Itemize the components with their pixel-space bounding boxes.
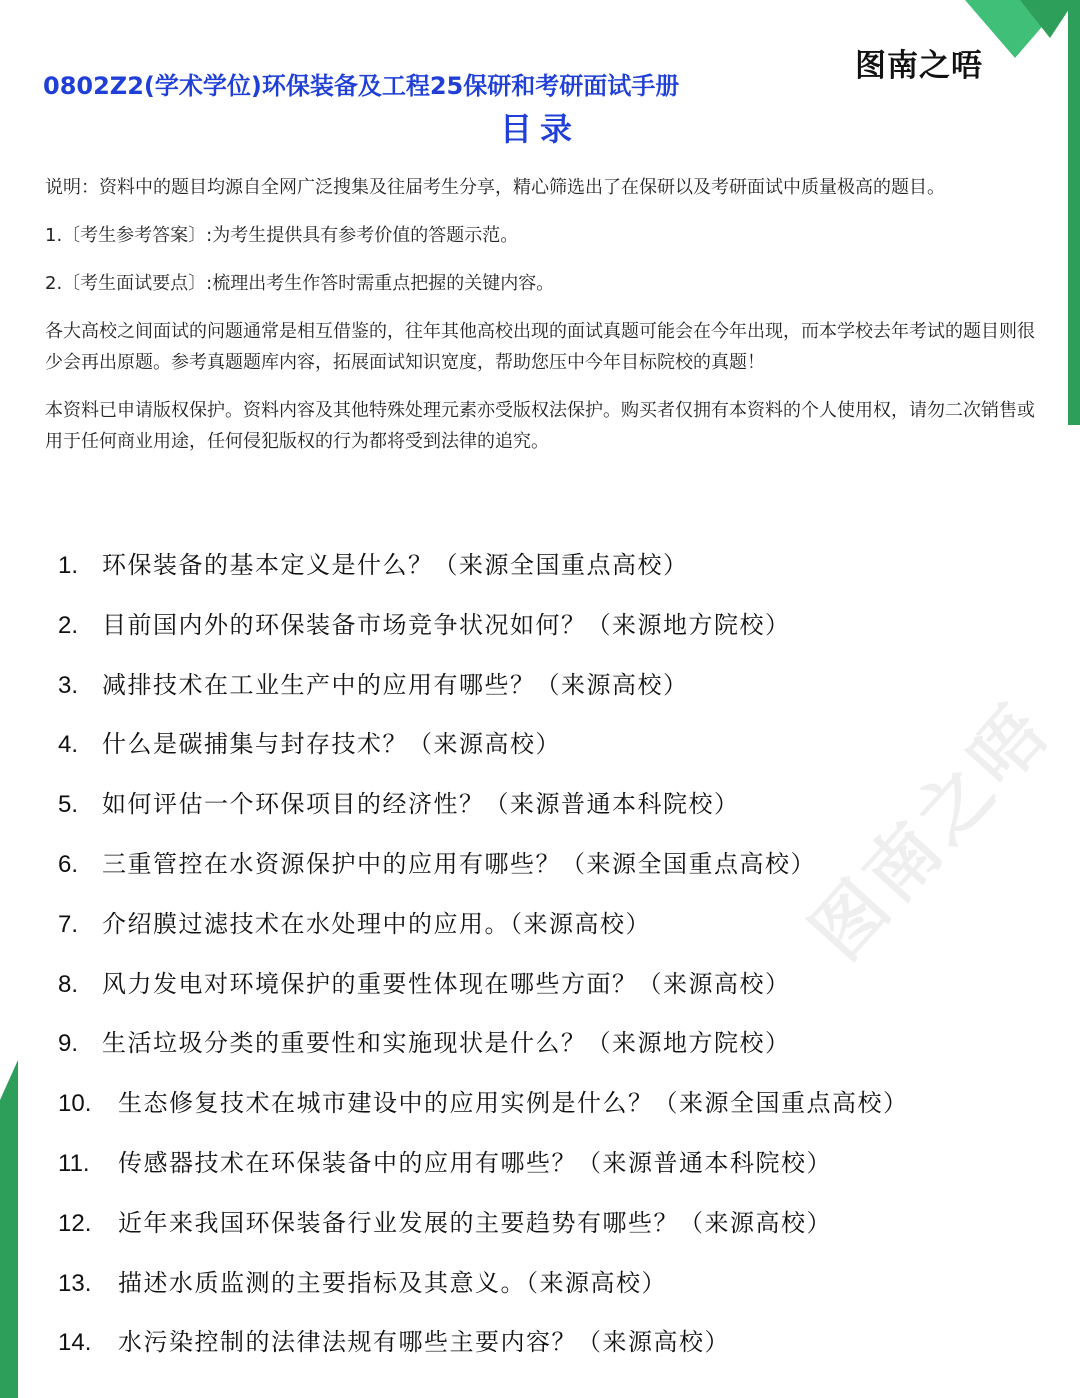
toc-item-number: 4. <box>58 731 79 759</box>
intro-paragraph: 各大高校之间面试的问题通常是相互借鉴的，往年其他高校出现的面试真题可能会在今年出现，而本学校去年考试的题目则很少会再出原题。参考真题题库内容，拓展面试知识宽度，帮助您压中今年目标院校的真题！ <box>45 321 1035 373</box>
toc-item[interactable] <box>58 1138 1018 1198</box>
toc-item-text: 三重管控在水资源保护中的应用有哪些？（来源全国重点高校） <box>102 849 816 878</box>
watermark: 图南之唔 <box>794 686 1067 976</box>
right-edge-strip <box>1068 0 1080 425</box>
toc-item-text: 描述水质监测的主要指标及其意义。（来源高校） <box>118 1268 667 1297</box>
intro-paragraph: 说明：资料中的题目均源自全网广泛搜集及往届考生分享，精心筛选出了在保研以及考研面试中质量极高的题目。 <box>45 177 945 198</box>
toc-item-text: 风力发电对环境保护的重要性体现在哪些方面？（来源高校） <box>102 969 791 998</box>
toc-item[interactable] <box>58 1317 1018 1377</box>
toc-item-number: 10. <box>58 1090 92 1118</box>
toc-item-number: 11. <box>58 1149 90 1177</box>
toc-item-text: 如何评估一个环保项目的经济性？（来源普通本科院校） <box>102 790 740 819</box>
toc-item-number: 6. <box>58 850 79 878</box>
toc-item-text: 生态修复技术在城市建设中的应用实例是什么？（来源全国重点高校） <box>118 1089 909 1118</box>
document-title: 0802Z2(学术学位)环保装备及工程25保研和考研面试手册 <box>43 72 680 100</box>
left-edge-strip <box>0 1060 18 1398</box>
toc-item-text: 目前国内外的环保装备市场竞争状况如何？（来源地方院校） <box>102 610 791 639</box>
intro-paragraph: 本资料已申请版权保护。资料内容及其他特殊处理元素亦受版权法保护。购买者仅拥有本资料的个人使用权，请勿二次销售或用于任何商业用途，任何侵犯版权的行为都将受到法律的追究。 <box>45 400 1035 452</box>
toc-item[interactable] <box>58 1018 1018 1078</box>
toc-item[interactable] <box>58 959 1018 1019</box>
brand-logo-text: 图南之唔 <box>855 48 983 84</box>
intro-paragraph: 2.〔考生面试要点〕:梳理出考生作答时需重点把握的关键内容。 <box>45 273 555 294</box>
toc-item-text: 传感器技术在环保装备中的应用有哪些？（来源普通本科院校） <box>118 1148 832 1177</box>
toc-item-number: 8. <box>58 970 79 998</box>
toc-item-text: 介绍膜过滤技术在水处理中的应用。（来源高校） <box>102 909 651 938</box>
toc-item-number: 3. <box>58 671 79 699</box>
toc-heading: 目录 <box>499 110 580 148</box>
left-edge-decoration <box>0 1060 22 1398</box>
toc-item-text: 什么是碳捕集与封存技术？（来源高校） <box>102 730 561 759</box>
toc-item[interactable] <box>58 600 1018 660</box>
intro-paragraph: 1.〔考生参考答案〕:为考生提供具有参考价值的答题示范。 <box>45 225 519 246</box>
toc-item[interactable] <box>58 1078 1018 1138</box>
toc-item[interactable] <box>58 540 1018 600</box>
intro-section <box>45 172 1035 474</box>
toc-item-number: 5. <box>58 791 79 819</box>
toc-item[interactable] <box>58 1198 1018 1258</box>
toc-item-text: 生活垃圾分类的重要性和实施现状是什么？（来源地方院校） <box>102 1029 791 1058</box>
toc-item-number: 12. <box>58 1209 92 1237</box>
toc-item-number: 2. <box>58 611 79 639</box>
toc-item-number: 14. <box>58 1329 92 1357</box>
toc-item-number: 13. <box>58 1269 92 1297</box>
toc-item-number: 1. <box>58 552 79 579</box>
toc-item-text: 减排技术在工业生产中的应用有哪些？（来源高校） <box>102 670 689 699</box>
toc-item-text: 近年来我国环保装备行业发展的主要趋势有哪些？（来源高校） <box>118 1208 832 1237</box>
toc-item[interactable] <box>58 1258 1018 1318</box>
toc-item-number: 9. <box>58 1030 79 1058</box>
toc-item[interactable] <box>58 660 1018 720</box>
toc-item[interactable] <box>58 719 1018 779</box>
toc-item-number: 7. <box>58 910 79 938</box>
toc-item-text: 环保装备的基本定义是什么？（来源全国重点高校） <box>102 551 689 579</box>
toc-item-text: 水污染控制的法律法规有哪些主要内容？（来源高校） <box>118 1328 730 1357</box>
